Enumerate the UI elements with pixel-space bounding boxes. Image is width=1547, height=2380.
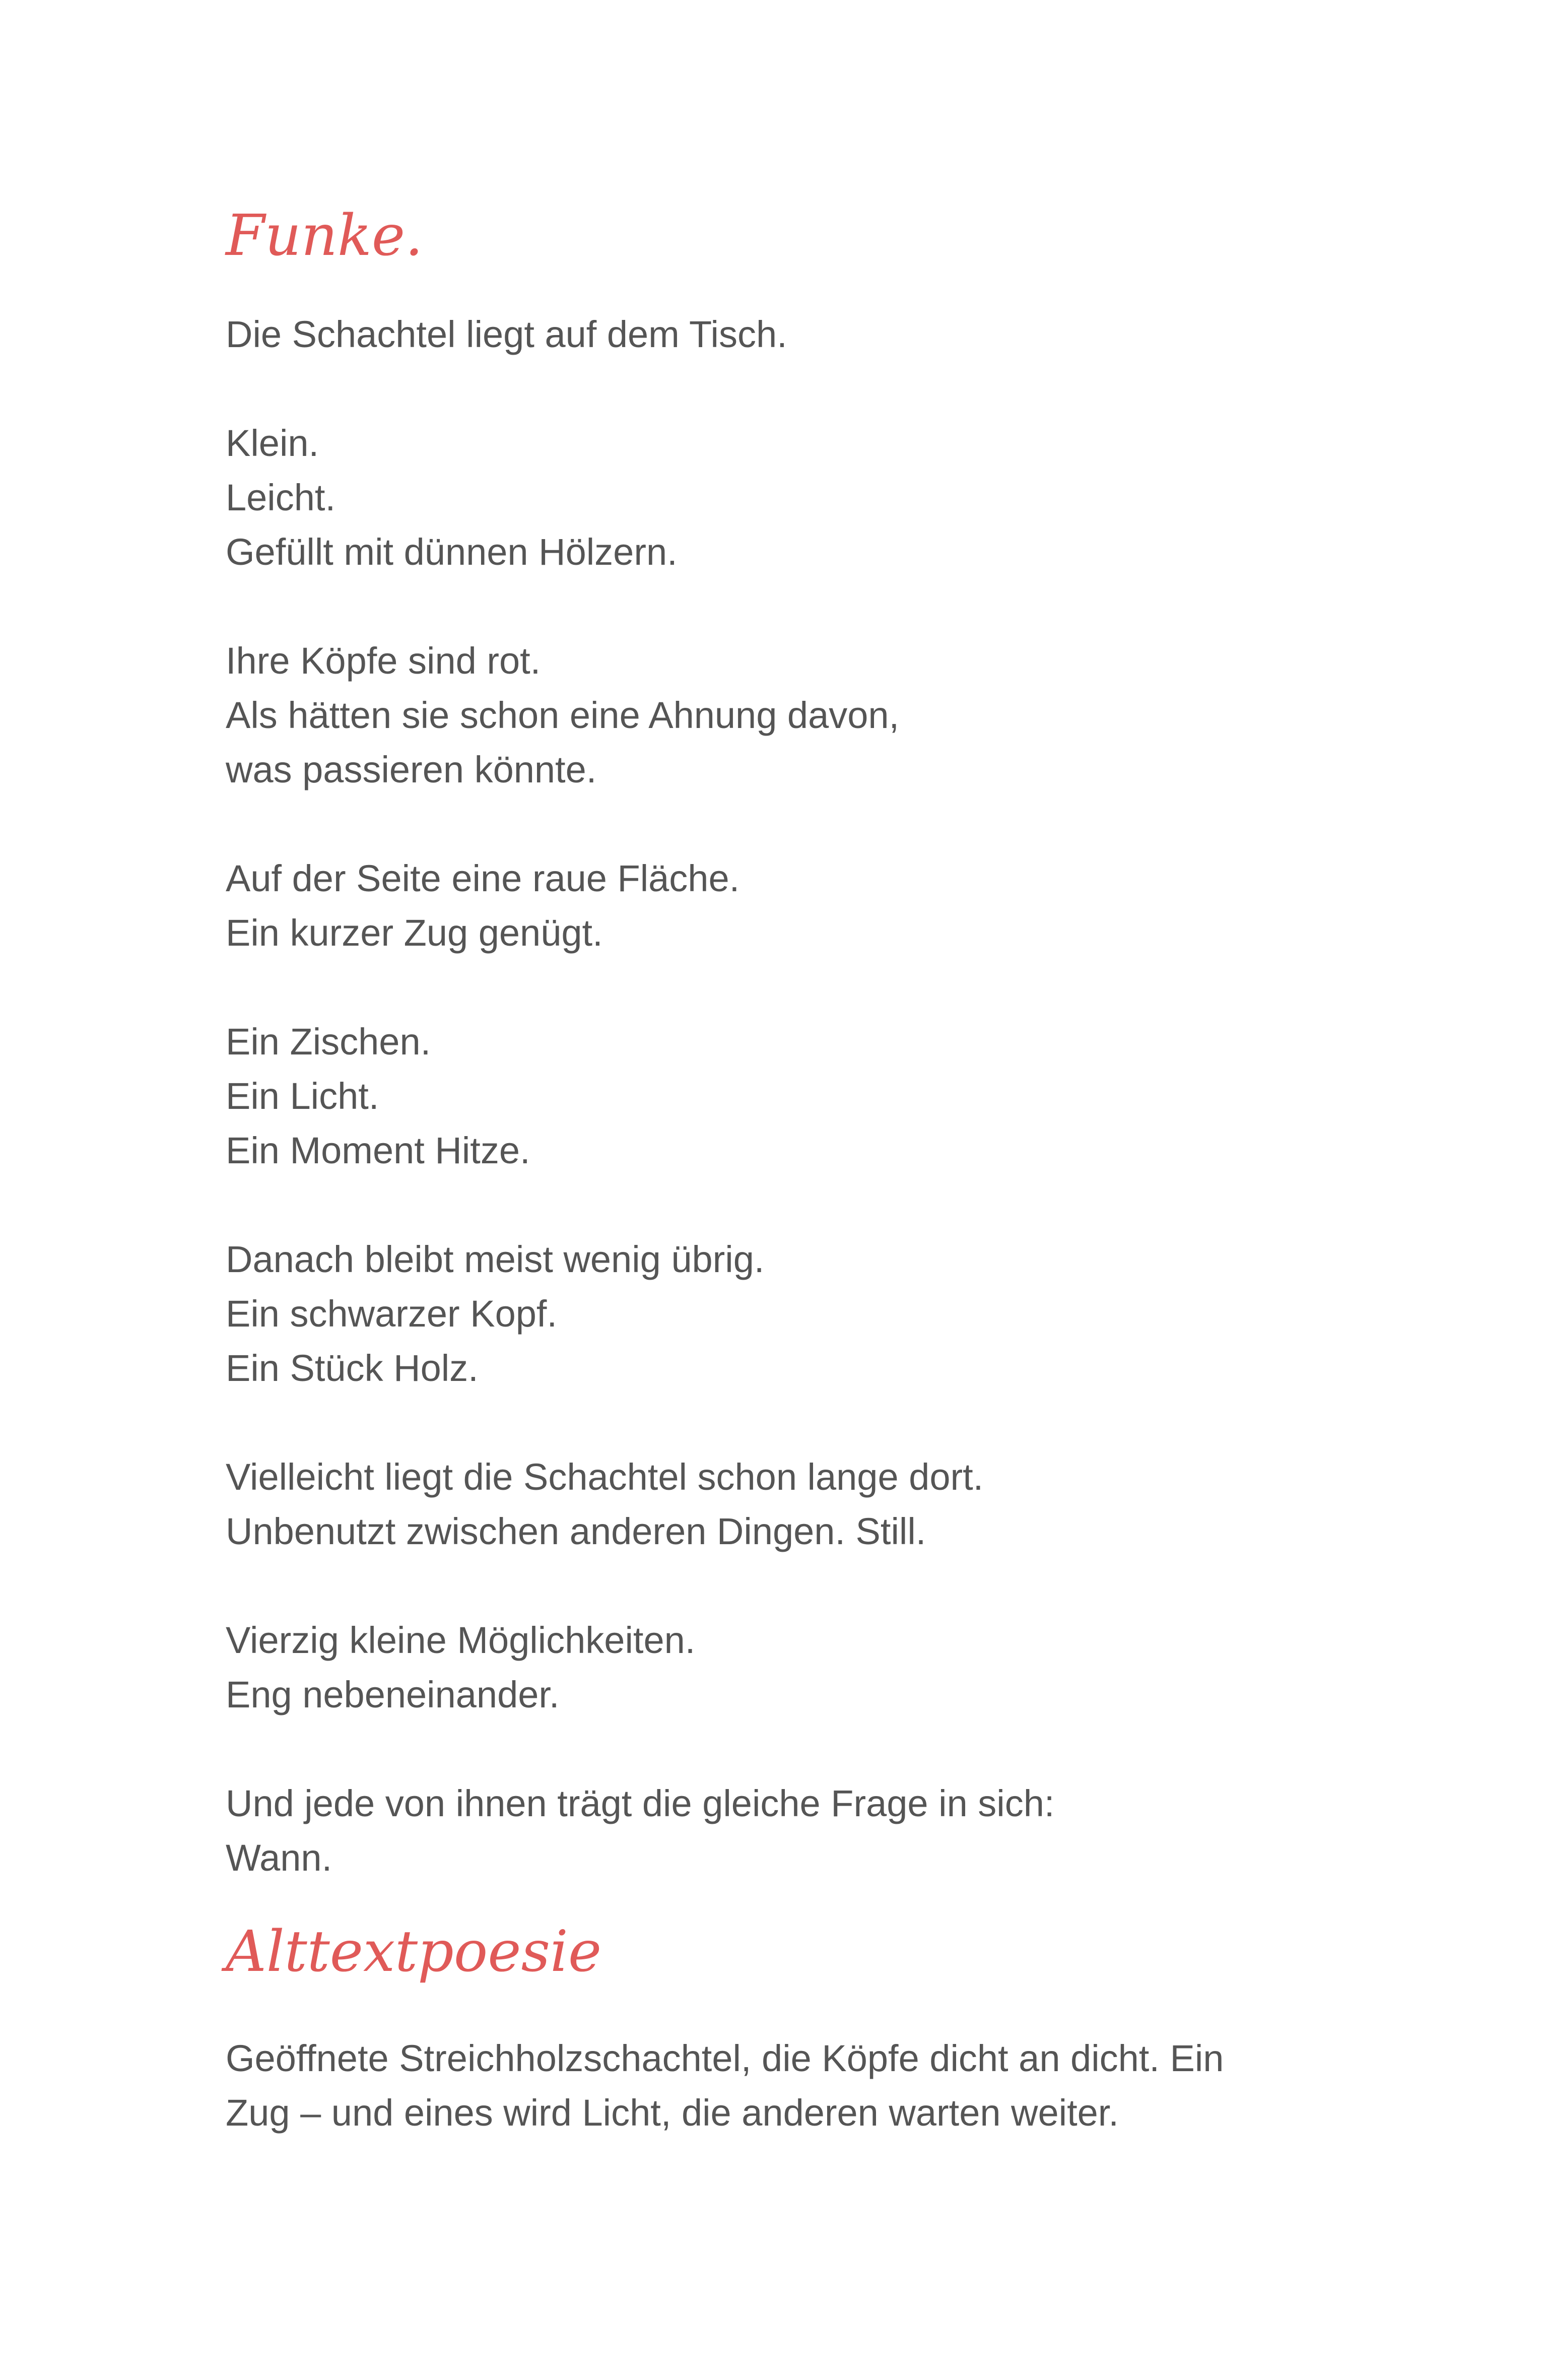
poem-line: Und jede von ihnen trägt die gleiche Frage in sich:: [226, 1782, 1055, 1824]
poem-line: Ein Moment Hitze.: [226, 1130, 530, 1171]
poem-line: Die Schachtel liegt auf dem Tisch.: [226, 313, 787, 355]
alt-text-paragraph: [226, 2031, 1334, 2140]
stanza: [226, 1776, 1054, 1885]
poem-line: Vierzig kleine Möglichkeiten.: [226, 1619, 696, 1661]
stanza: [226, 634, 1054, 797]
stanza: [226, 416, 1054, 579]
stanza: [226, 851, 1054, 960]
alt-text-line: Geöffnete Streichholzschachtel, die Köpfe dicht an dicht. Ein: [226, 2037, 1224, 2079]
poem-body: [226, 307, 1054, 1885]
stanza: [226, 1613, 1054, 1722]
poem-title: Funke.: [226, 203, 423, 269]
poem-line: Danach bleibt meist wenig übrig.: [226, 1238, 765, 1280]
poem-line: Ein Licht.: [226, 1075, 379, 1117]
poem-line: Ein schwarzer Kopf.: [226, 1293, 558, 1335]
stanza: [226, 1015, 1054, 1178]
poem-line: Ein kurzer Zug genügt.: [226, 912, 603, 954]
alt-text-line: Zug – und eines wird Licht, die anderen warten weiter.: [226, 2092, 1119, 2134]
poem-line: Auf der Seite eine raue Fläche.: [226, 857, 740, 899]
poem-line: Eng nebeneinander.: [226, 1674, 560, 1715]
poem-line: Wann.: [226, 1837, 332, 1879]
poem-line: Ein Stück Holz.: [226, 1347, 479, 1389]
stanza: [226, 1450, 1054, 1559]
poem-line: was passieren könnte.: [226, 749, 597, 790]
poem-line: Unbenutzt zwischen anderen Dingen. Still.: [226, 1510, 926, 1552]
poem-line: Gefüllt mit dünnen Hölzern.: [226, 531, 678, 573]
poem-line: Ihre Köpfe sind rot.: [226, 640, 541, 682]
poem-line: Ein Zischen.: [226, 1021, 431, 1063]
poem-line: Als hätten sie schon eine Ahnung davon,: [226, 694, 900, 736]
stanza: [226, 1232, 1054, 1396]
stanza: [226, 307, 1054, 362]
poem-line: Leicht.: [226, 477, 336, 518]
poem-line: Vielleicht liegt die Schachtel schon lange dort.: [226, 1456, 984, 1498]
alt-text-heading: Alttextpoesie: [226, 1919, 602, 1985]
poem-line: Klein.: [226, 422, 319, 464]
